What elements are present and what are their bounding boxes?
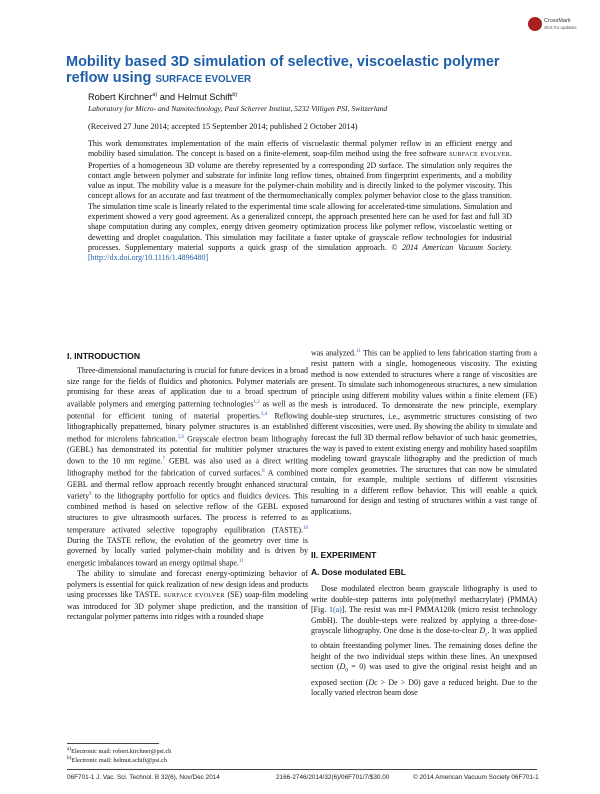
intro-paragraph-1: Three-dimensional manufacturing is crucial for future devices in a broad size range for the fields of fluidics and photonics. Polymer materials are promising for these areas of application due to a broad spectrum of available polymers and emerging patterning technologies$^{1,2}$ as well as the potential for efficient tuning of material properties.$^{3,4}$ Reflowing lithographically prepatterned, binary polymer structures is an established method for microlens fabrication.$^{5,6}$ Grayscale electron beam lithography (GEBL) has demonstrated its potential for multitier polymer structures down to the 10 nm regime.$^7$ GEBL was also used as a direct writing lithography method for the fabrication of curved surfaces.$^8$ A combined GEBL and thermal reflow approach recently brought enhanced structural variety$^9$ to the lithography portfolio for optics and fluidics devices. This combined method is based on selective reflow of the GEBL exposed structures to give ultrasmooth surfaces. The process is referred to as temperature activated selective topography equilibration (TASTE).$^{10}$ During the TASTE reflow, the evolution of the geometry over time is governed by locally varied polymer-chain mobility and is driven by energetic imbalances toward an energy optimal shape.$^{11}$: [67, 366, 308, 568]
footnote-b: $^{b)}$Electronic mail: helmut.schift@psi.ch: [67, 755, 168, 765]
doi-link[interactable]: [http://dx.doi.org/10.1116/1.4896480]: [88, 253, 209, 263]
experiment-paragraph-1: Dose modulated electron beam grayscale lithography is used to write double-step patterns into poly(methyl methacrylate) (PMMA) [Fig. 1(a)]. The resist was mr-I PMMA120k (micro resist technology GmbH). The double-steps were realized by applying a three-dose-grayscale lithography. One dose is the dose-to-clear $D_c$. It was applied to obtain freestanding polymer lines. The remaining doses define the height of the two individual steps within these lines. An unexposed section $(D_0 = 0)$ was used to give the original resist height and an exposed section (Dc > De > D0) gave a reduced height. Due to the locally varied electron beam dose: [311, 584, 538, 698]
footer-journal: 06F701-1 J. Vac. Sci. Technol. B 32(6), Nov/Dec 2014: [67, 774, 220, 781]
intro-paragraph-2: The ability to simulate and forecast energy-optimizing behavior of polymers is essential for quick realization of new design ideas and products using processes like TASTE. SURFACE EVOLVER (SE) soap-film modeling was introduced for 3D polymer shape prediction, and the transition of rectangular polymer patterns into ridges with a rounded shape: [67, 568, 309, 622]
crossmark-badge[interactable]: [528, 17, 577, 39]
author-and: and: [159, 92, 176, 103]
abstract-software: SURFACE EVOLVER: [449, 151, 511, 159]
abstract: [88, 139, 512, 264]
title-software: SURFACE EVOLVER: [155, 74, 252, 85]
abstract-part-a: This work demonstrates implementation of the main effects of viscoelastic thermal polymer reflow in an efficient energy and mobility based simulation. The concept is based on a finite-element, soap-film method using the free software: [88, 139, 512, 159]
section-introduction-heading: I. INTRODUCTION: [67, 351, 141, 361]
author-1-mark: a): [152, 92, 158, 98]
ref-7[interactable]: 7: [162, 457, 165, 463]
footer-issn: 2166-2746/2014/32(6)/06F701/7/$30.00: [276, 774, 390, 781]
crossmark-label: CrossMark: [544, 18, 571, 24]
affiliation: Laboratory for Micro- and Nanotechnology, Paul Scherrer Institut, 5232 Villigen PSI, Switzerland: [88, 104, 388, 113]
ref-3-4[interactable]: 3,4: [260, 411, 268, 417]
author-line: [88, 92, 237, 102]
crossmark-icon: [528, 17, 542, 31]
ref-1-2[interactable]: 1,2: [253, 399, 260, 405]
abstract-copyright: © 2014 American Vacuum Society.: [391, 242, 513, 252]
author-1: Robert Kirchner: [88, 92, 153, 103]
author-2-mark: b): [232, 92, 238, 98]
experiment-column: [311, 584, 537, 699]
ref-8[interactable]: 8: [262, 469, 265, 475]
ref-11b[interactable]: 11: [355, 349, 361, 354]
footnote-a: $^{a)}$Electronic mail: robert.kirchner@psi.ch: [67, 746, 172, 756]
abstract-part-c: . Properties of a homogeneous 3D volume are thereby represented by a corresponding 2D surface. The simulation only requires the contact angle between polymer and substrate for infinite long reflow times, obtained from fingerprint experiments, and a mobility value as input. The mobility value is a measure for the polymer-chain mobility and is directly linked to the polymer viscosity. This concept allows for an accurate and fast treatment of the thermomechanically complex polymer behavior close to the glass transition. The simulation time scale is linearly related to the experimental time scale allowing for accelerated-time simulations. Simulation and experiment showed a very good agreement. As a generalized concept, the approach presented here can be used for fast and full 3D shape computation during any complex, energy driven geometry optimization process like polymer reflow, viscoelastic wetting or dewetting and droplet coagulation. This simulation may facilitate a faster uptake of grayscale reflow technologies for industrial processes. Supplementary material supports a quick grasp of the simulation approach.: [88, 149, 513, 252]
footnote-a-text: Electronic mail: robert.kirchner@psi.ch: [71, 748, 172, 756]
ref-9[interactable]: 9: [89, 492, 92, 498]
footnote-rule: [67, 743, 159, 744]
ref-5-6[interactable]: 5,6: [177, 434, 184, 440]
ref-10[interactable]: 10: [303, 525, 308, 531]
section-experiment-heading: II. EXPERIMENT: [311, 550, 377, 560]
intro-software: SURFACE EVOLVER: [163, 592, 225, 600]
author-2: Helmut Schift: [177, 92, 233, 103]
article-title: [66, 54, 536, 88]
footer-rule: [67, 769, 537, 770]
subsection-dose-heading: A. Dose modulated EBL: [311, 567, 406, 577]
footer-copyright: © 2014 American Vacuum Society 06F701-1: [413, 774, 539, 781]
crossmark-sublabel: click for updates: [544, 25, 577, 30]
footnote-b-text: Electronic mail: helmut.schift@psi.ch: [71, 757, 168, 765]
introduction-left-column: [67, 366, 308, 623]
title-main: Mobility based 3D simulation of selective, viscoelastic polymer reflow: [66, 54, 500, 86]
introduction-right-column: [311, 347, 537, 517]
ref-11[interactable]: 11: [238, 558, 244, 564]
intro-paragraph-2-cont: was analyzed.$^{11}$ This can be applied to lens fabrication starting from a resist pattern with a single, homogeneous viscosity. The existing method is now extended to structures where a range of viscosities are present. To simulate such inhomogeneous structures, a new simulation principle using different mobility values within a finite element (FE) mesh is introduced. To demonstrate the new principle, exemplary double-step structures, i.e., asymmetric structures consisting of two different viscosities, were used. By showing the ability to simulate and forecast the full 3D thermal reflow behavior of such basic geometries, the way is paved to extent existing energy and mobility based soapfilm modeling toward grayscale lithography and the prediction of much more complex geometries. The structures that can now be simulated contain, for example, multiple sections of different viscosities resulting in a different reflow behavior. This will enable a quick turnaround for design and testing of structures within a vast range of applications.: [311, 348, 537, 516]
title-using: using: [112, 70, 152, 86]
received-dates: (Received 27 June 2014; accepted 15 September 2014; published 2 October 2014): [88, 122, 358, 131]
figure-1a-link[interactable]: 1(a): [328, 605, 342, 615]
